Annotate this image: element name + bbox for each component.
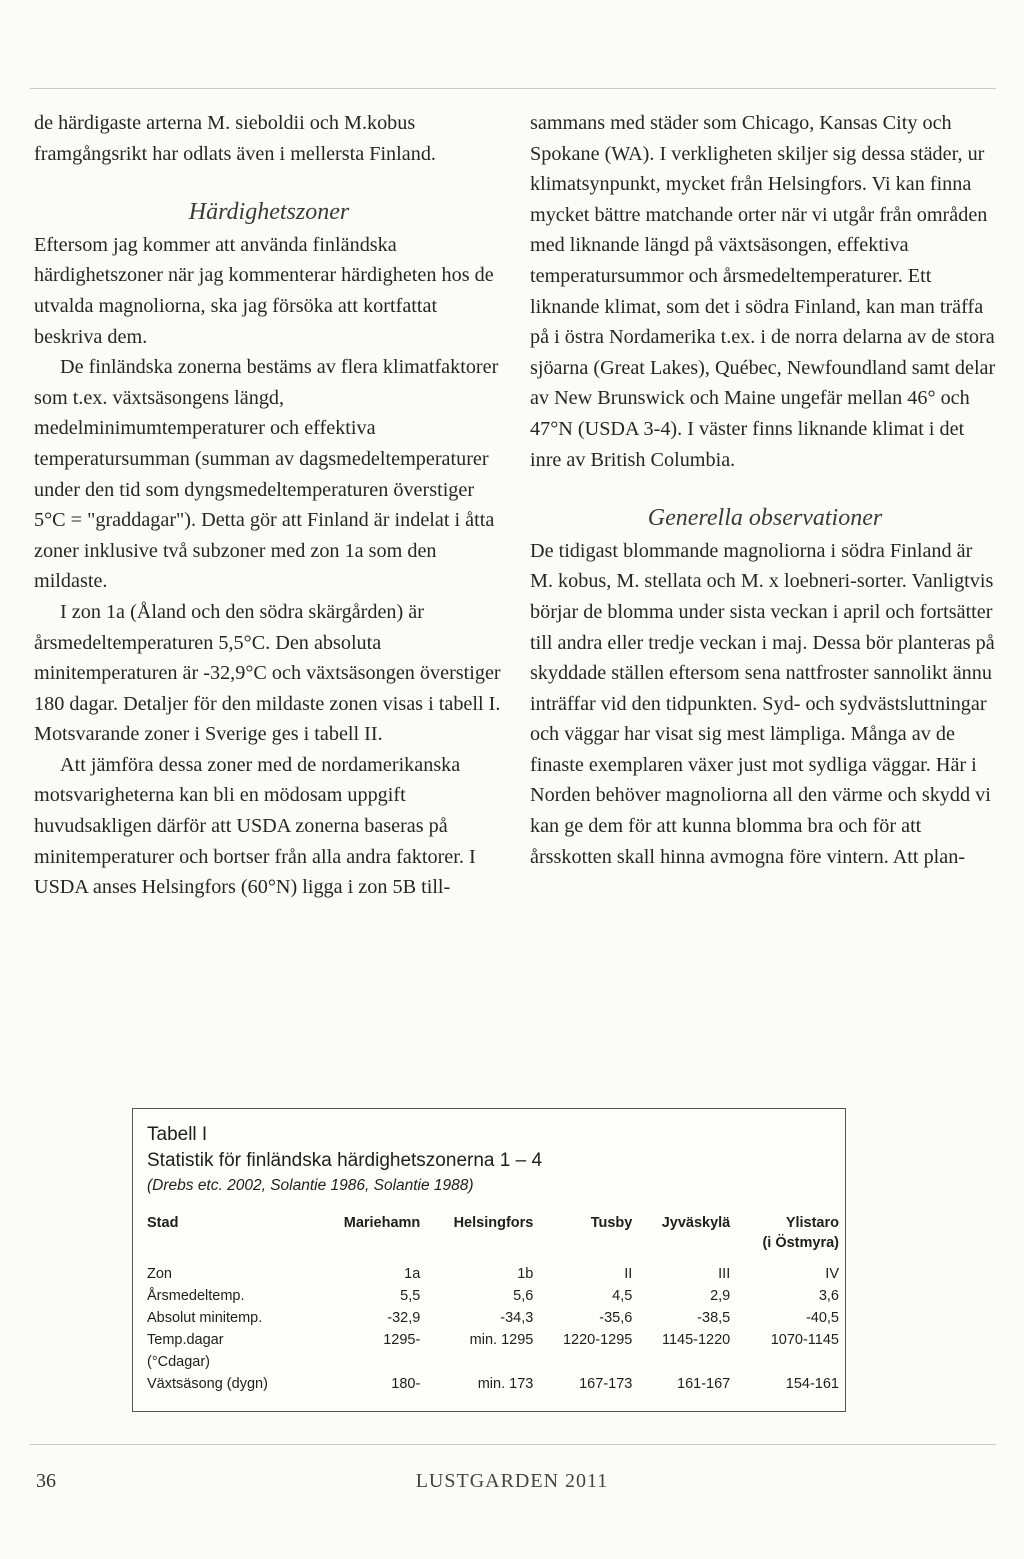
table-cell: 5,6 [513,1288,534,1304]
table-cell: 1145-1220 [661,1332,731,1348]
table-cell: Absolut minitemp. [147,1310,263,1326]
left_column-paragraph-0: Eftersom jag kommer att använda finländska härdighetszoner när jag kommenterar härdigheten hos de utvalda magnoliorna, ska jag försöka att kortfattat beskriva dem. [34,233,494,348]
table-cell: 3,6 [818,1288,839,1304]
table-cell: IV [825,1266,839,1282]
table-row [145,1307,841,1329]
table-cell: 161-167 [677,1376,731,1392]
left-column [34,108,504,903]
left_column-paragraph-2: I zon 1a (Åland och den södra skärgården) är årsmedeltemperaturen 5,5°C. Den absoluta minitemperaturen är -32,9°C och växtsäsongen överstiger 180 dagar. Detaljer för den mildaste zonen visas i tabell I. Motsvarande zoner i Sverige ges i tabell II. [34,600,501,746]
table-header-cell: Stad [147,1215,179,1231]
table-cell: 1a [404,1266,421,1282]
right_column-paragraph-before-0: sammans med städer som Chicago, Kansas City och Spokane (WA). I verkligheten skiljer sig dessa städer, ur klimatsynpunkt, mycket från Helsingfors. Vi kan finna mycket bättre matchande orter när vi utgår från områden med liknande längd på växtsäsongen, effektiva temperatursummor och årsmedeltemperaturer. Ett liknande klimat, som det i södra Finland, kan man träffa på i östra Nordamerika t.ex. i de norra delarna av de stora sjöarna (Great Lakes), Québec, Newfoundland samt delar av New Brunswick och Maine ungefär mellan 46° och 47°N (USDA 3-4). I väster finns liknande klimat i det inre av British Columbia. [530,112,996,471]
table-cell: Växtsäsong (dygn) [147,1376,268,1392]
table-row [145,1329,841,1373]
zone-statistics-table-box [132,1108,846,1412]
right_column-paragraph-0: De tidigast blommande magnoliorna i södra Finland är M. kobus, M. stellata och M. x loebneri-sorter. Vanligtvis börjar de blomma under sista veckan i april och fortsätter till andra eller tredje veckan i maj. Dessa bör planteras på skyddade ställen eftersom sena nattfroster sannolikt ännu inträffar vid den tidpunkten. Syd- och sydvästsluttningar och väggar har visat sig mest lämpliga. Många av de finaste exemplaren växer just mot sydliga väggar. Här i Norden behöver magnoliorna all den värme och skydd vi kan ge dem för att kunna blomma bra och för att årsskotten skall hinna avmogna före vintern. Att plan- [530,539,995,868]
table-cell: 1220-1295 [562,1332,633,1348]
top-rule [30,88,996,89]
table-cell: 4,5 [612,1288,633,1304]
publication-title: LUSTGARDEN 2011 [415,1470,609,1492]
table-cell: min. 1295 [469,1332,534,1348]
table-header-cell: Ylistaro (i Östmyra) [762,1215,839,1251]
table-subtitle: Statistik för finländska härdighetszonerna 1 – 4 [147,1150,543,1171]
table-header-cell: Jyväskylä [661,1215,731,1231]
bottom-rule [30,1444,996,1445]
table-cell: -35,6 [599,1310,633,1326]
page-number: 36 [36,1470,56,1492]
table-cell: min. 173 [477,1376,534,1392]
table-cell: 1070-1145 [770,1332,839,1348]
table-header-cell: Mariehamn [343,1215,421,1231]
zone-statistics-table [145,1213,841,1395]
table-row [145,1263,841,1285]
left_column-paragraph-3: Att jämföra dessa zoner med de nordamerikanska motsvarigheterna kan bli en mödosam uppgift huvudsakligen därför att USDA zonerna baseras på minitemperaturer och bortser från alla andra faktorer. I USDA anses Helsingfors (60°N) ligga i zon 5B till- [34,753,476,899]
table-title: Tabell I [147,1124,208,1145]
table-cell: 5,5 [400,1288,421,1304]
table-cell: -34,3 [500,1310,534,1326]
table-source: (Drebs etc. 2002, Solantie 1986, Solantie 1988) [147,1177,474,1194]
table-body [145,1263,841,1395]
table-cell: 167-173 [579,1376,633,1392]
left_column-heading: Härdighetszoner [188,199,350,226]
right-column [530,108,1000,872]
table-cell: 154-161 [785,1376,839,1392]
table-row [145,1285,841,1307]
table-cell: 2,9 [710,1288,731,1304]
table-cell: -32,9 [387,1310,421,1326]
table-cell: III [718,1266,731,1282]
left_column-paragraph-1: De finländska zonerna bestäms av flera klimatfaktorer som t.ex. växtsäsongens längd, medelminimumtemperaturer och effektiva temperatursumman (summan av dagsmedeltemperaturer under den tid som dyngsmedeltemperaturen överstiger 5°C = "graddagar"). Detta gör att Finland är indelat i åtta zoner inklusive två subzoner med zon 1a som den mildaste. [34,356,499,593]
table-cell: II [624,1266,633,1282]
table-cell: Zon [147,1266,172,1282]
table-cell: -38,5 [697,1310,731,1326]
left_column-paragraph-before-0: de härdigaste arterna M. sieboldii och M.kobus framgångsrikt har odlats även i mellersta Finland. [34,112,436,165]
table-header-row [145,1213,841,1263]
table-cell: Temp.dagar (°Cdagar) [147,1332,224,1370]
table-cell: 1295- [383,1332,421,1348]
table-header-cell: Helsingfors [453,1215,534,1231]
table-row [145,1373,841,1395]
right_column-heading: Generella observationer [647,505,883,532]
table-header-cell: Tusby [590,1215,633,1231]
table-cell: 1b [517,1266,534,1282]
table-cell: -40,5 [805,1310,839,1326]
table-cell: Årsmedeltemp. [147,1288,245,1304]
table-cell: 180- [391,1376,421,1392]
